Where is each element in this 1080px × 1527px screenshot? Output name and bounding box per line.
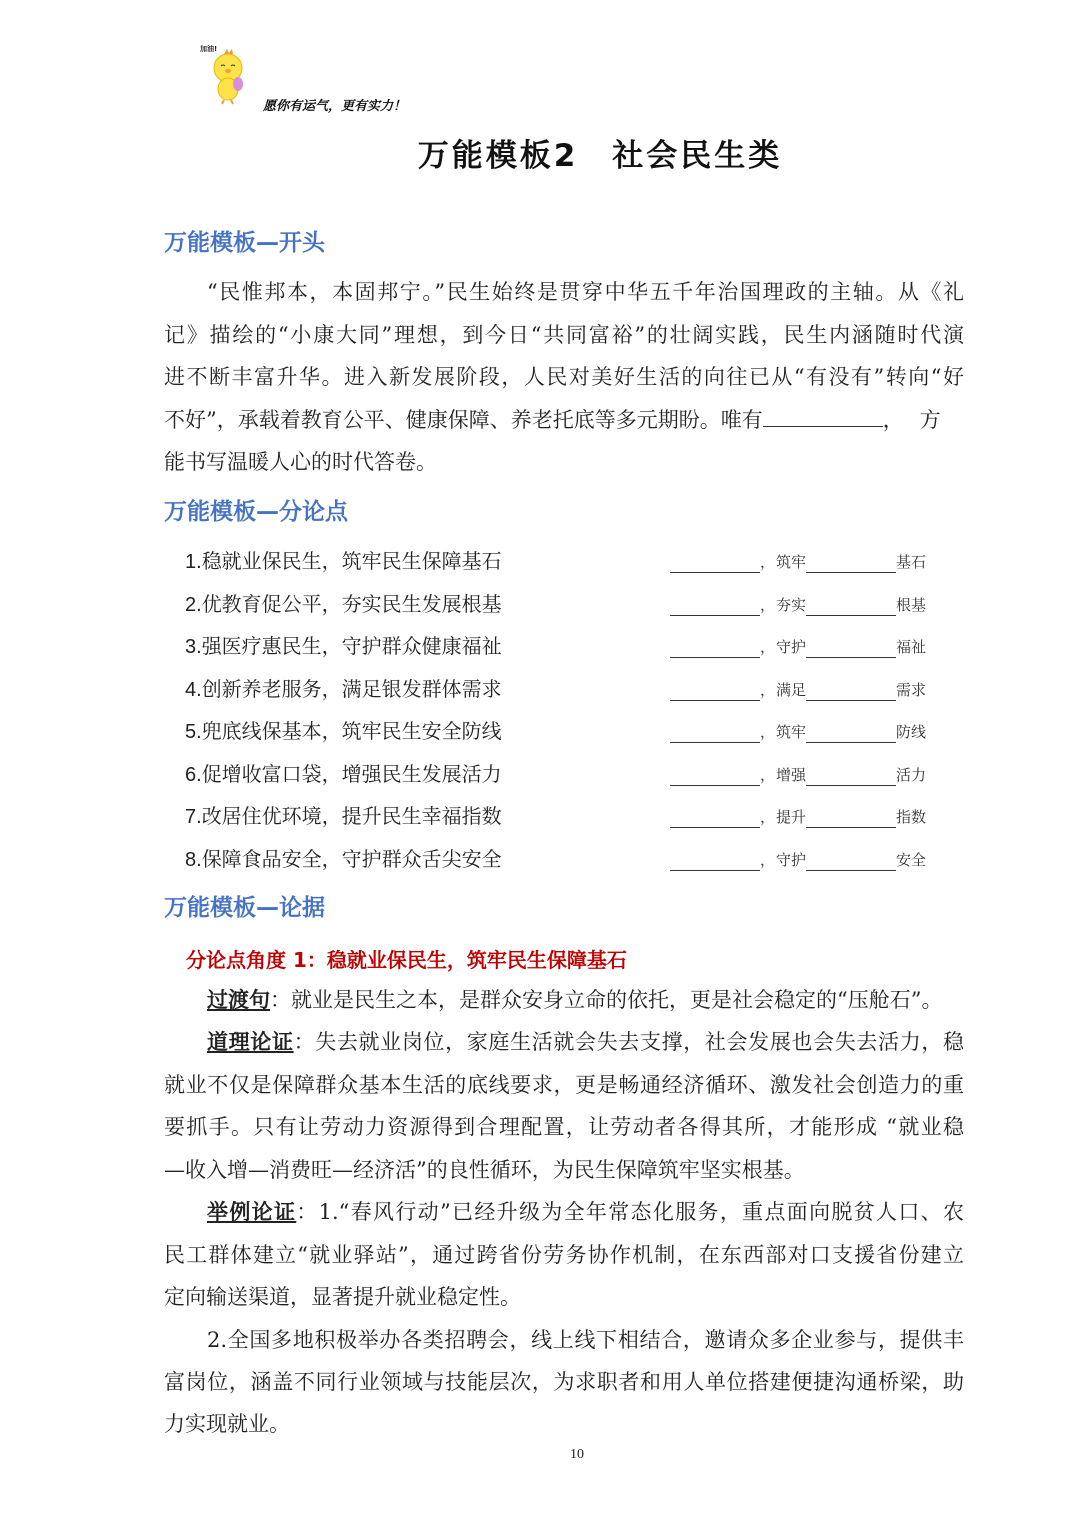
blank-prefix-word: 筑牢 bbox=[776, 723, 807, 741]
paragraph-line: 定向输送渠道，显著提升就业稳定性。 bbox=[164, 1285, 521, 1309]
point-label: 稳就业保民生，筑牢民生保障基石 bbox=[201, 549, 502, 573]
fill-in-blank[interactable] bbox=[806, 855, 896, 871]
point-label: 保障食品安全，守护群众舌尖安全 bbox=[201, 846, 502, 871]
fill-in-blank[interactable] bbox=[670, 855, 760, 871]
blank-prefix-word: 夯实 bbox=[776, 595, 807, 614]
reasoning-first-line bbox=[207, 1028, 964, 1056]
heading-opening: 万能模板—开头 bbox=[164, 230, 325, 256]
point-blanks bbox=[670, 551, 926, 573]
point-text bbox=[185, 845, 502, 874]
point-number: 3. bbox=[185, 636, 202, 658]
example-first-line bbox=[207, 1198, 964, 1226]
fill-in-blank[interactable] bbox=[670, 812, 760, 828]
blank-prefix-word: 增强 bbox=[776, 765, 807, 784]
fill-in-blank[interactable] bbox=[670, 727, 760, 743]
blank-suffix-word: 防线 bbox=[896, 723, 927, 741]
fill-in-blank[interactable] bbox=[670, 770, 760, 786]
point-blanks bbox=[670, 806, 926, 828]
point-number: 4. bbox=[185, 678, 202, 701]
blank-suffix-word: 安全 bbox=[896, 850, 927, 869]
fill-in-blank[interactable] bbox=[670, 685, 760, 701]
fill-in-blank[interactable] bbox=[806, 642, 896, 658]
point-label: 优教育促公平，夯实民生发展根基 bbox=[201, 591, 502, 616]
paragraph-line: 记》描绘的“小康大同”理想，到今日“共同富裕”的壮阔实践，民生内涵随时代演 bbox=[164, 323, 964, 347]
fill-in-blank[interactable] bbox=[806, 600, 896, 616]
paragraph-line: 富岗位，涵盖不同行业领域与技能层次，为求职者和用人单位搭建便捷沟通桥梁，助 bbox=[164, 1370, 964, 1394]
point-blanks bbox=[670, 849, 926, 871]
blank-suffix-word: 指数 bbox=[896, 808, 927, 826]
comma: ， bbox=[760, 723, 776, 741]
comma: ， bbox=[760, 595, 776, 614]
paragraph-line: 要抓手。只有让劳动力资源得到合理配置，让劳动者各得其所，才能形成 “就业稳 bbox=[164, 1115, 964, 1139]
page-number: 10 bbox=[570, 1447, 584, 1462]
comma: ， bbox=[760, 808, 776, 826]
transition-sentence bbox=[207, 986, 964, 1014]
point-number: 5. bbox=[185, 721, 202, 743]
point-number: 2. bbox=[185, 593, 202, 616]
paragraph-text: 不好”，承载着教育公平、健康保障、养老托底等多元期盼。唯有 bbox=[164, 408, 763, 432]
mascot-caption: 加油! bbox=[200, 45, 218, 53]
fill-in-blank[interactable] bbox=[670, 600, 760, 616]
point-number: 1. bbox=[185, 551, 202, 573]
point-label: 促增收富口袋，增强民生发展活力 bbox=[201, 761, 502, 786]
blank-suffix-word: 基石 bbox=[896, 553, 927, 571]
point-label: 强医疗惠民生，守护群众健康福祉 bbox=[201, 634, 502, 658]
comma: ， bbox=[760, 553, 776, 571]
point-blanks bbox=[670, 764, 926, 786]
point-text bbox=[185, 802, 502, 831]
heading-points: 万能模板—分论点 bbox=[164, 499, 348, 525]
blank-suffix-word: 需求 bbox=[896, 680, 927, 699]
subheading-angle-1: 分论点角度 1：稳就业保民生，筑牢民生保障基石 bbox=[186, 948, 627, 972]
label-example: 举例论证 bbox=[207, 1199, 297, 1224]
comma: ， bbox=[760, 638, 776, 656]
point-text bbox=[185, 675, 502, 704]
point-text bbox=[185, 717, 502, 746]
paragraph-line: 能书写温暖人心的时代答卷。 bbox=[164, 450, 437, 474]
label-transition: 过渡句 bbox=[207, 987, 270, 1012]
point-number: 8. bbox=[185, 848, 202, 871]
blank-suffix-word: 根基 bbox=[896, 595, 927, 614]
fill-in-blank[interactable] bbox=[670, 557, 760, 573]
paragraph-line-with-blank bbox=[164, 406, 964, 434]
tagline: 愿你有运气，更有实力！ bbox=[263, 99, 407, 114]
point-number: 6. bbox=[185, 763, 202, 786]
comma: ， bbox=[760, 765, 776, 784]
point-text bbox=[185, 632, 502, 661]
point-text bbox=[185, 590, 502, 619]
point-blanks bbox=[670, 594, 926, 616]
point-label: 创新养老服务，满足银发群体需求 bbox=[201, 676, 502, 701]
paragraph-text: ：1.“春风行动”已经升级为全年常态化服务，重点面向脱贫人口、农 bbox=[296, 1200, 965, 1224]
comma: ， bbox=[760, 850, 776, 869]
blank-prefix-word: 筑牢 bbox=[776, 553, 807, 571]
point-blanks bbox=[670, 679, 926, 701]
paragraph-line: “民惟邦本，本固邦宁。”民生始终是贯穿中华五千年治国理政的主轴。从《礼 bbox=[207, 280, 964, 304]
mascot-chick-image bbox=[200, 44, 255, 106]
paragraph-line: 2.全国多地积极举办各类招聘会，线上线下相结合，邀请众多企业参与，提供丰 bbox=[207, 1328, 964, 1352]
blank-prefix-word: 满足 bbox=[776, 680, 807, 699]
point-text bbox=[185, 760, 502, 789]
comma: ， bbox=[760, 680, 776, 699]
blank-prefix-word: 守护 bbox=[776, 638, 807, 656]
point-blanks bbox=[670, 721, 926, 743]
fill-in-blank[interactable] bbox=[806, 557, 896, 573]
fill-in-blank[interactable] bbox=[806, 812, 896, 828]
paragraph-line: 进不断丰富升华。进入新发展阶段，人民对美好生活的向往已从“有没有”转向“好 bbox=[164, 365, 964, 389]
fill-in-blank[interactable] bbox=[806, 727, 896, 743]
fill-in-blank[interactable] bbox=[806, 685, 896, 701]
point-label: 兜底线保基本，筑牢民生安全防线 bbox=[201, 719, 502, 743]
point-text bbox=[185, 547, 502, 576]
point-number: 7. bbox=[185, 806, 202, 828]
fill-in-blank[interactable] bbox=[670, 642, 760, 658]
fill-in-blank[interactable] bbox=[763, 407, 883, 427]
fill-in-blank[interactable] bbox=[806, 770, 896, 786]
heading-evidence: 万能模板—论据 bbox=[164, 895, 325, 921]
point-blanks bbox=[670, 636, 926, 658]
paragraph-line: 就业不仅是保障群众基本生活的底线要求，更是畅通经济循环、激发社会创造力的重 bbox=[164, 1073, 964, 1097]
paragraph-text: ：失去就业岗位，家庭生活就会失去支撑，社会发展也会失去活力，稳 bbox=[293, 1030, 965, 1054]
paragraph-text: ，方 bbox=[882, 408, 957, 432]
blank-prefix-word: 提升 bbox=[776, 808, 807, 826]
blank-suffix-word: 活力 bbox=[896, 765, 927, 784]
paragraph-text: ：就业是民生之本，是群众安身立命的依托，更是社会稳定的“压舱石”。 bbox=[270, 988, 943, 1012]
blank-suffix-word: 福祉 bbox=[896, 638, 927, 656]
page-title: 万能模板2 社会民生类 bbox=[417, 138, 783, 174]
paragraph-line: —收入增—消费旺—经济活”的良性循环，为民生保障筑牢坚实根基。 bbox=[164, 1158, 805, 1182]
label-reasoning: 道理论证 bbox=[207, 1029, 294, 1054]
paragraph-line: 民工群体建立“就业驿站”，通过跨省份劳务协作机制，在东西部对口支援省份建立 bbox=[164, 1243, 964, 1267]
blank-prefix-word: 守护 bbox=[776, 850, 807, 869]
point-label: 改居住优环境，提升民生幸福指数 bbox=[201, 804, 502, 828]
paragraph-line: 力实现就业。 bbox=[164, 1412, 290, 1436]
